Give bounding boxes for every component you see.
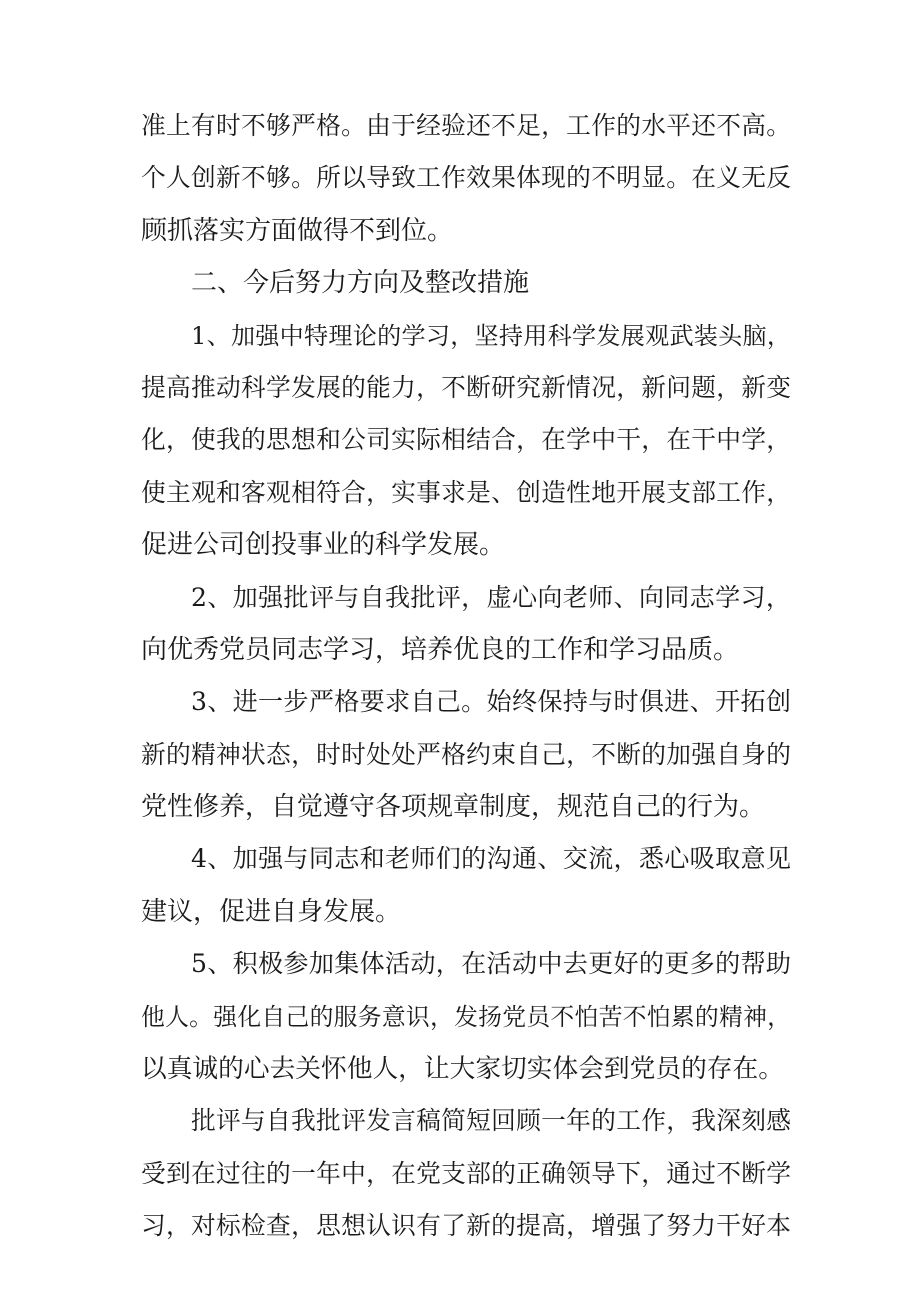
text-line: 5、积极参加集体活动，在活动中去更好的更多的帮助 — [191, 949, 791, 979]
text-line: 3、进一步严格要求自己。始终保持与时俱进、开拓创 — [191, 687, 791, 717]
text-line: 提高推动科学发展的能力，不断研究新情况，新问题，新变 — [141, 372, 791, 402]
text-line: 受到在过往的一年中，在党支部的正确领导下，通过不断学 — [141, 1158, 791, 1188]
text-line: 1、加强中特理论的学习，坚持用科学发展观武装头脑， — [191, 321, 791, 350]
text-line: 建议，促进自身发展。 — [141, 896, 402, 927]
text-line: 个人创新不够。所以导致工作效果体现的不明显。在义无反 — [141, 163, 791, 193]
text-line: 2、加强批评与自我批评，虚心向老师、向同志学习， — [191, 582, 791, 612]
text-line: 顾抓落实方面做得不到位。 — [141, 215, 454, 246]
text-line: 新的精神状态，时时处处严格约束自己，不断的加强自身的 — [141, 739, 791, 769]
text-line: 化，使我的思想和公司实际相结合，在学中干，在干中学， — [141, 425, 791, 455]
text-line: 党性修养，自觉遵守各项规章制度，规范自己的行为。 — [141, 792, 766, 823]
text-line: 使主观和客观相符合，实事求是、创造性地开展支部工作， — [141, 477, 791, 507]
text-line: 习，对标检查，思想认识有了新的提高，增强了努力干好本 — [141, 1211, 791, 1241]
document-body — [141, 100, 791, 1253]
text-line: 他人。强化自己的服务意识，发扬党员不怕苦不怕累的精神， — [141, 1002, 791, 1031]
text-line: 准上有时不够严格。由于经验还不足，工作的水平还不高。 — [141, 111, 791, 140]
text-line: 促进公司创投事业的科学发展。 — [141, 530, 506, 561]
text-line: 以真诚的心去关怀他人，让大家切实体会到党员的存在。 — [141, 1054, 784, 1085]
text-line: 向优秀党员同志学习，培养优良的工作和学习品质。 — [141, 634, 740, 665]
text-line: 4、加强与同志和老师们的沟通、交流，悉心吸取意见 — [191, 844, 791, 874]
section-heading: 二、今后努力方向及整改措施 — [191, 268, 530, 299]
text-line: 批评与自我批评发言稿简短回顾一年的工作，我深刻感 — [191, 1106, 791, 1136]
